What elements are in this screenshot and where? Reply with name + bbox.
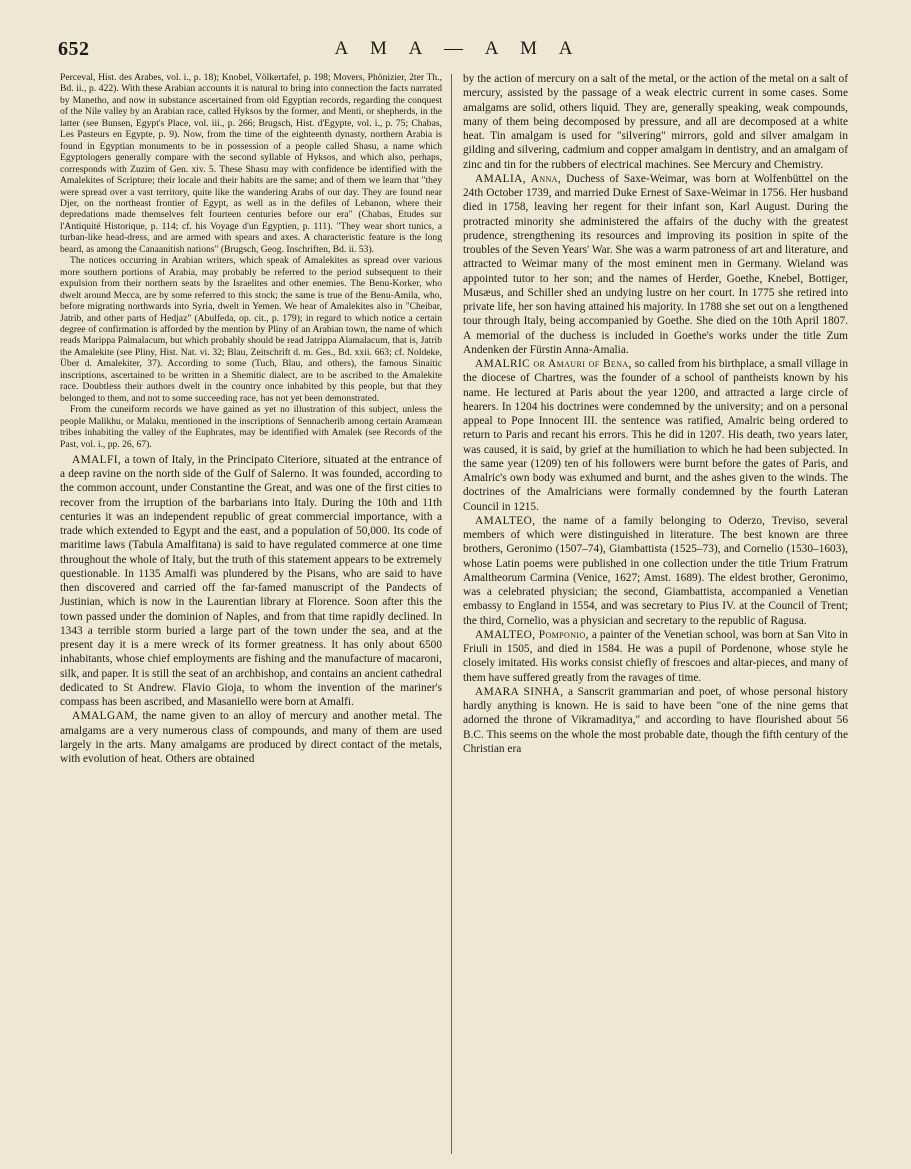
footnote-paragraph: Perceval, Hist. des Arabes, vol. i., p. 18); Knobel, Völkertafel, p. 198; Movers, Phönizier, 2ter Th., Bd. ii., p. 422). With these Arabian accounts it is natural to bring into connection the facts narrated by Manetho, and now in substance ascertained from old Egyptian records, regarding the conquest of the Nile valley by an Arabian race, called Hyksos by the former, and Menti, or shepherds, in the latter (see Bunsen, Egypt's Place, vol. iii., p. 266; Brugsch, Hist. d'Egypte, vol. i., p. 75; Chabas, Les Pasteurs en Egypte, p. 9). Now, from the time of the eighteenth dynasty, northern Arabia is found in Egyptian monuments to be in possession of a people called Shasu, a name which Egyptologers generally compare with the second syllable of Hyksos, and which also, perhaps, corresponds with Zuzim of Gen. xiv. 5. These Shasu may with confidence be identified with the Amalekites of Scripture; their locale and their habits are the same; and of them we learn that "they were spread over a vast territory, quite like the wandering Arabs of our day. They are found near Djer, on the northeast frontier of Egypt, as well as in the defiles of Lebanon, where their depredations made themselves felt fourteen centuries before our era" (Chabas, Etudes sur l'Antiquité Historique, p. 114; cf. his Voyage d'un Egyptien, p. 111). "They wear short tunics, a turban-like head-dress, and are armed with spears and axes. A characteristic feature is the long beard, as among the Canaanitish nations" (Brugsch, Geog. Inschriften, Bd. ii. 53). [60,72,442,255]
page-header [58,36,858,62]
entry-text: the name of a family belonging to Oderzo, Treviso, several members of which were distinguished in literature. The best known are three brothers, Geronimo (1507–74), Giambattista (1525–73), and Cornelio (1530–1603), whose Latin poems were published in one collection under the title Trium Fratrum Amaltheorum Carmina (Venice, 1627; Amst. 1689). The eldest brother, Geronimo, was a celebrated physician; the second, Giambattista, accompanied a Venetian embassy to England in 1554, and was secretary to Pius IV. at the Council of Trent; the third, Cornelio, was a physician and secretary to the republic of Ragusa. [463,514,848,627]
entry-amalgam [60,709,442,766]
page-number: 652 [58,38,90,60]
entry-amalia [463,172,848,357]
entry-text: a Sanscrit grammarian and poet, of whose personal history hardly anything is known. He is said to have been "one of the nine gems that adorned the throne of Vikramaditya," and according to have flourished about 56 B.C. This seems on the whole the most probable date, though the fifth century of the Christian era [463,685,848,755]
column-rule [451,74,452,1154]
headword-amalric: AMALRIC or Amauri of Bena, [475,358,632,370]
left-column [60,72,442,1157]
entry-text: a town of Italy, in the Principato Citeriore, situated at the entrance of a deep ravine on the north side of the Gulf of Salerno. It was founded, according to the common account, under Constantine the Great, and was one of the first cities to recover from the irruption of the barbarians into Italy. During the 10th and 11th centuries it was an independent republic of great commercial importance, with a trade which extended to Egypt and the east, and a population of 50,000. Its code of maritime laws (Tabula Amalfitana) is said to have regulated commerce at one time throughout the whole of Italy, but the truth of this statement appears to be extremely questionable. In 1135 Amalfi was plundered by the Pisans, who are said to have then discovered and carried off the far-famed manuscript of the Pandects of Justinian, which is now in the Laurentian library at Florence. Soon after this the town passed under the dominion of Naples, and from that time rapidly declined. In 1343 a terrible storm buried a large part of the town under the sea, and at the present day it is a mere wreck of its former greatness. It has only about 6500 inhabitants, whose chief employments are fishing and the manufacture of macaroni, silk, and paper. It is still the seat of an archbishop, and contains an ancient cathedral dedicated to St Andrew. Flavio Gioja, to whom the invention of the mariner's compass has been ascribed, and Masaniello were born at Amalfi. [60,453,442,709]
headword-amalteo-pomponio: AMALTEO, Pomponio, [475,628,589,641]
entry-amalgam-continued: by the action of mercury on a salt of the metal, or the action of the metal on a salt of mercury, assisted by the passage of a weak electric current in some cases. Some amalgams are solid, others liquid. They are, generally speaking, weak compounds, many of them being decomposed by pressure, and all are decomposed at a white heat. Tin amalgam is used for "silvering" mirrors, gold and silver amalgam in gilding and silvering, cadmium and copper amalgam in dentistry, and an amalgam of zinc and tin for the rubbers of electrical machines. See Mercury and Chemistry. [463,73,848,171]
footnote-paragraph: The notices occurring in Arabian writers, which speak of Amalekites as spread over various more southern portions of Arabia, may probably be referred to the period subsequent to their expulsion from their northern seats by the Israelites and other enemies. The Benu-Korker, who dwelt around Mecca, are by some referred to this stock; the same is true of the Benu-Amila, who, before migrating northwards into Syria, dwelt in Yemen. We hear of Amalekites also in "Cheibar, Jatrib, and other parts of Hedjaz" (Abulfeda, op. cit., p. 179); in regard to which notice a certain degree of confirmation is afforded by the mention by Pliny of an Arabian town, the name of which reads Marippa Palmalacum, but which probably should be read Jatrippa Alamalacum, that is, Jatrib the Amalekite (see Pliny, Hist. Nat. vi. 32; Blau, Zeitschrift d. m. Ges., Bd. xxii. 663; cf. Noldeke, Über d. Amalekiter, 37). According to some (Tuch, Blau, and others), the famous Sinaitic inscriptions, ascertained to be written in a Shemitic dialect, are to be ascribed to the Amalekite race. Doubtless their authors dwelt in the country once inhabited by this people, but that they belonged to them, and not to some succeeding race, has not yet been demonstrated. [60,255,442,404]
running-title: A M A — A M A [334,38,582,59]
headword-amalgam: AMALGAM, [72,710,138,723]
entry-text: the name given to an alloy of mercury and another metal. The amalgams are a very numerous class of compounds, and many of them are used largely in the arts. Many amalgams are produced by direct contact of the metals, with evolution of heat. Others are obtained [60,710,442,766]
entry-text: so called from his birthplace, a small village in the diocese of Chartres, was the founder of a school of pantheists known by his name. He lectured at Paris about the year 1200, and attracted a large circle of hearers. In 1204 his doctrines were condemned by the university; and on a personal appeal to Pope Innocent III. the sentence was ratified, Amalric being ordered to return to Paris and recant his errors. This he did in 1207. His death, two years later, was caused, it is said, by grief at the humiliation to which he had been subjected. In the same year (1209) ten of his followers were burnt before the gates of Paris, and Amalric's own body was exhumed and burnt, and the ashes given to the winds. The doctrines of the Amalricians were formally condemned by the fourth Lateran Council in 1215. [463,358,848,513]
headword-amara-sinha: AMARA SINHA, [475,685,564,698]
entry-amara-sinha [463,685,848,756]
entry-amalteo [463,514,848,628]
entry-amalric [463,357,848,514]
footnote-paragraph: From the cuneiform records we have gained as yet no illustration of this subject, unless the people Malikhu, or Malaku, mentioned in the inscriptions of Sennacherib among certain Aramæan tribes inhabiting the valley of the Euphrates, may be identified with Amalek (see Records of the Past, vol. i., pp. 26, 67). [60,404,442,450]
headword-amalia: AMALIA, Anna, [475,172,562,185]
entry-amalteo-pomponio [463,628,848,685]
right-column [463,72,848,1157]
headword-amalteo: AMALTEO, [475,514,536,527]
entry-amalfi [60,453,442,710]
entry-text: Duchess of Saxe-Weimar, was born at Wolfenbüttel on the 24th October 1739, and married Duke Ernest of Saxe-Weimar in 1756. Her husband died in 1758, leaving her regent for their infant son, Karl August. During the protracted minority she administered the affairs of the duchy with the greatest prudence, strengthening its resources and improving its position in spite of the troubles of the Seven Years' War. She was a warm patroness of art and literature, and attracted to Weimar many of the most eminent men in Germany. Wieland was appointed tutor to her son; and the names of Herder, Goethe, Knebel, Bottiger, Musæus, and Schiller shed an undying lustre on her court. In 1775 she retired into private life, her son having attained his majority. In 1788 she set out on a lengthened tour through Italy, being accompanied by Goethe. She died on the 10th April 1807. A memorial of the duchess is included in Goethe's works under the title Zum Andenken der Fürstin Anna-Amalia. [463,172,848,356]
headword-amalfi: AMALFI, [72,453,122,466]
entry-text: a painter of the Venetian school, was born at San Vito in Friuli in 1505, and died in 1584. He was a pupil of Pordenone, whose style he closely imitated. His works consist chiefly of frescoes and altar-pieces, and many of them have suffered greatly from the ravages of time. [463,628,848,684]
